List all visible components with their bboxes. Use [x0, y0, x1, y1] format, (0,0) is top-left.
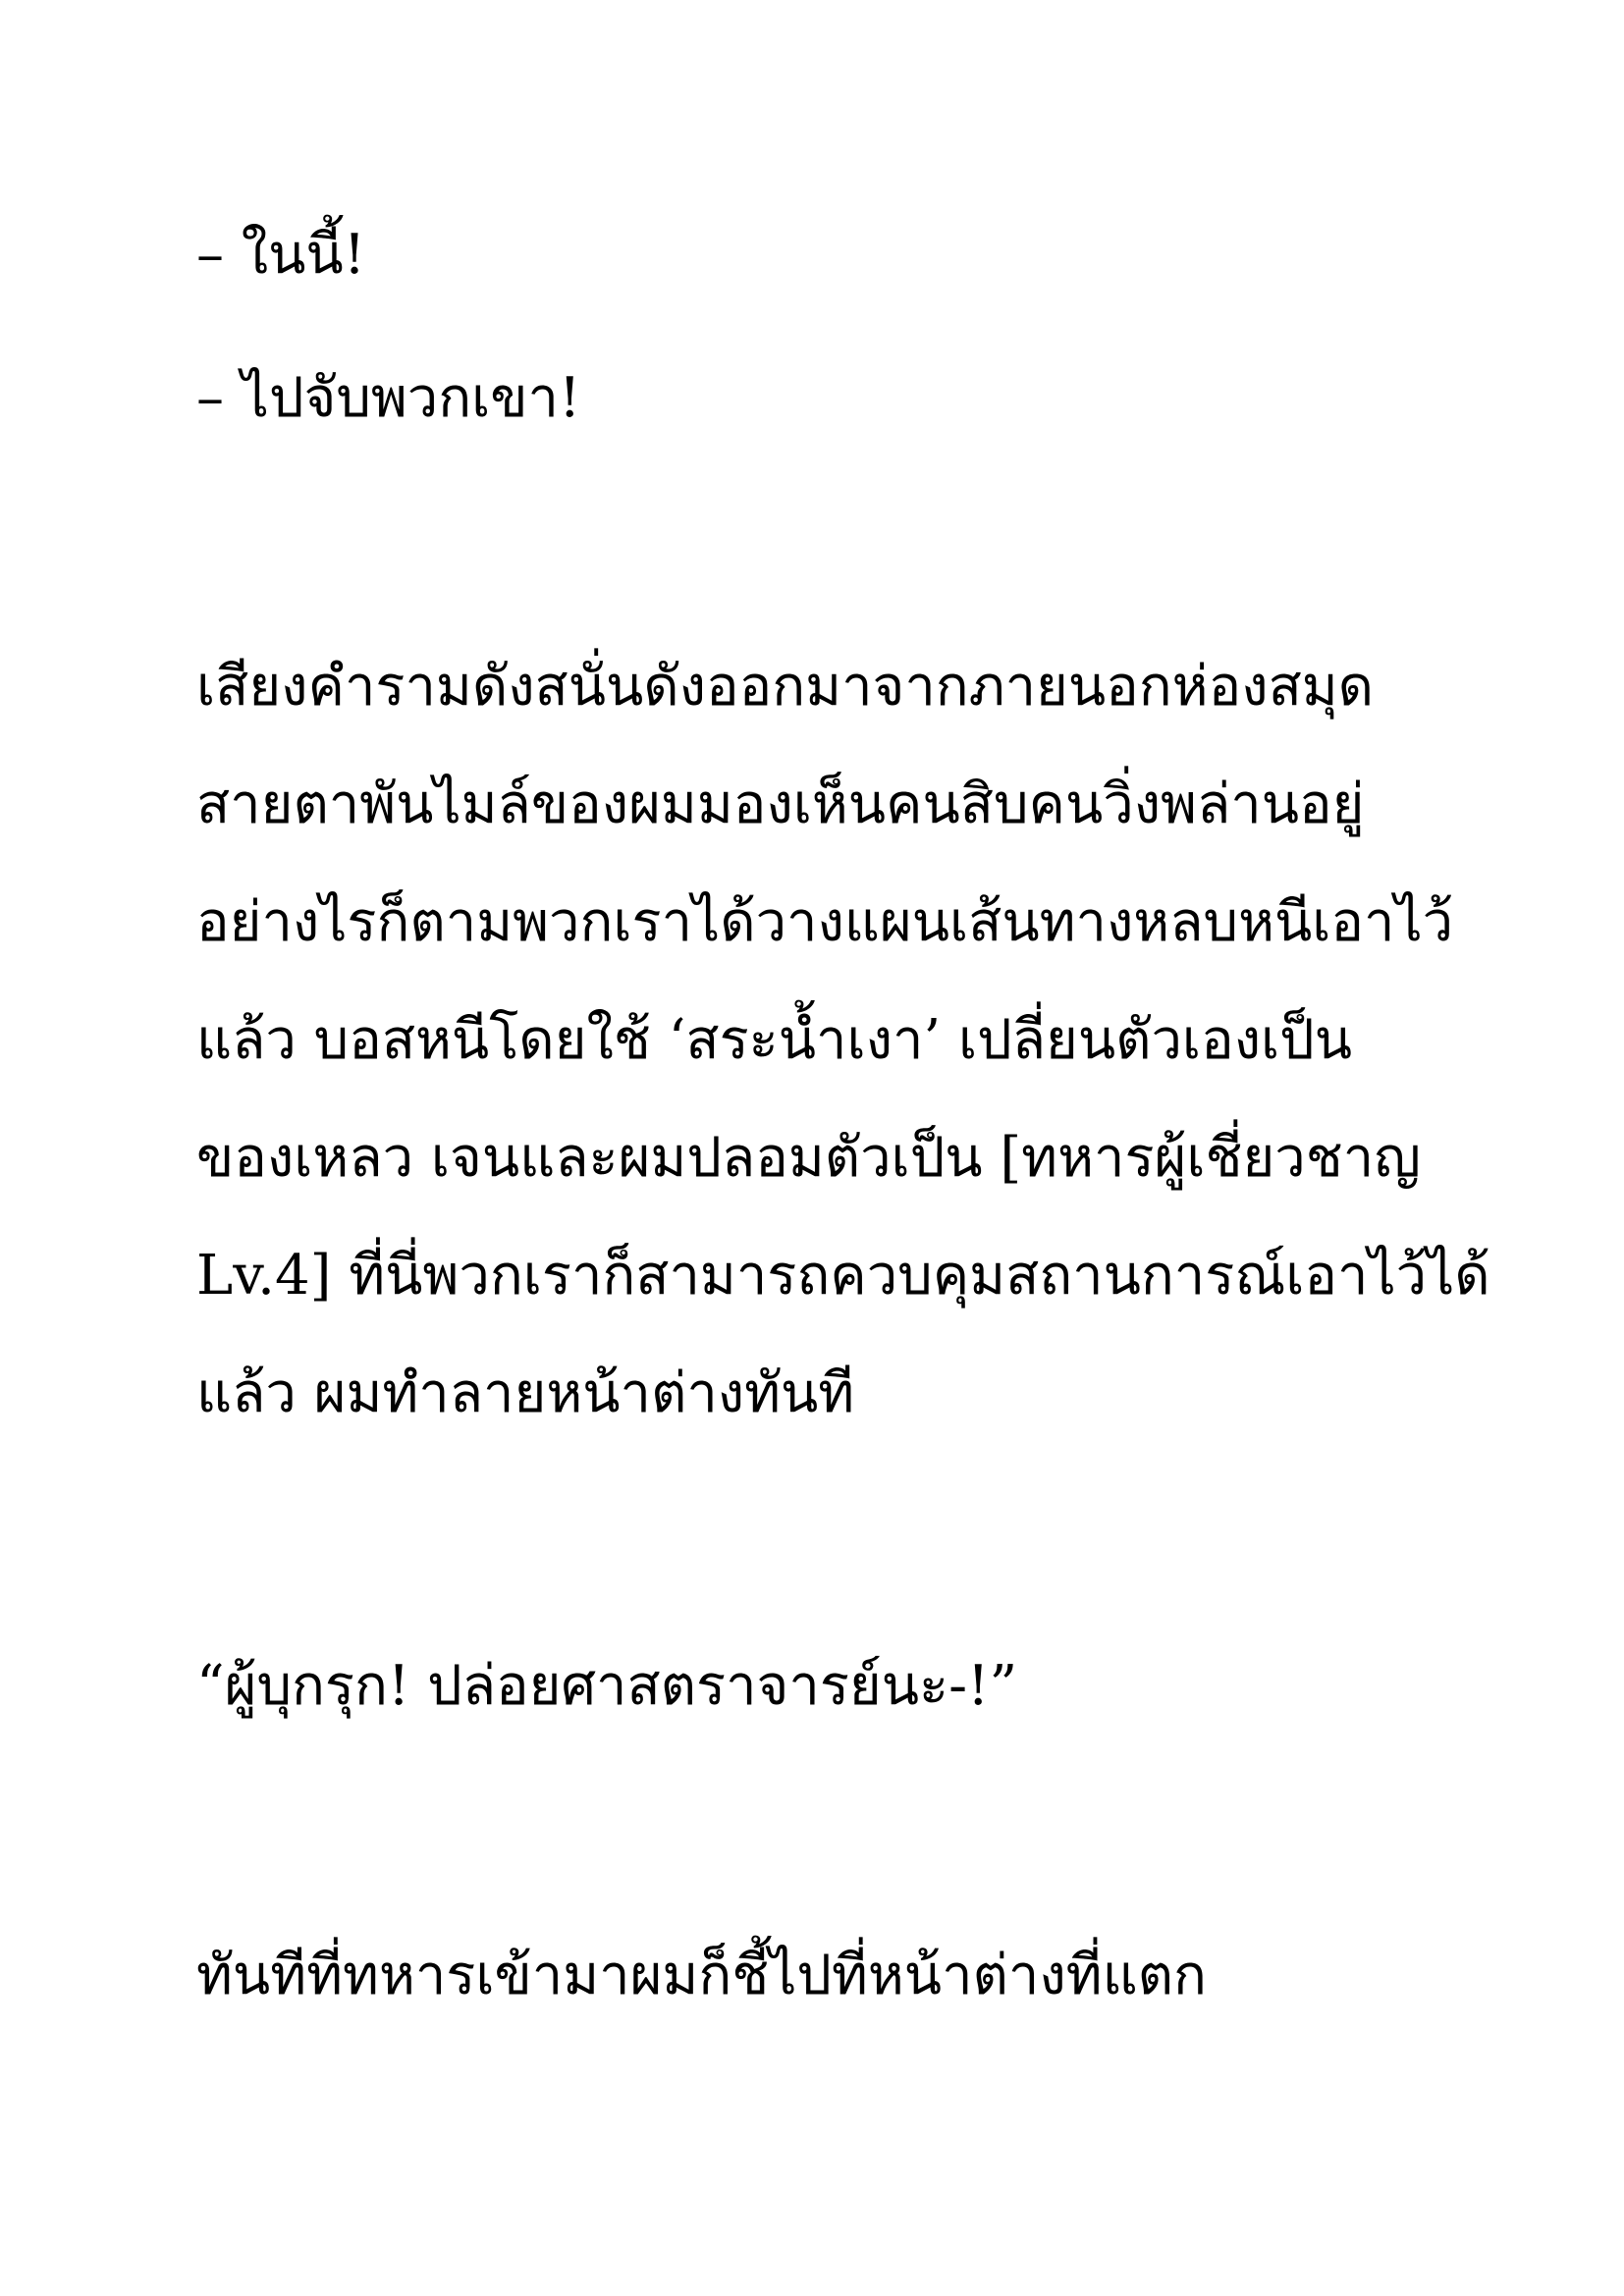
dialogue-line: – ไปจับพวกเขา! [196, 366, 581, 430]
paragraph-line: สายตาพันไมล์ของผมมองเห็นคนสิบคนวิ่งพล่านอยู่ [196, 773, 1365, 836]
paragraph-line: อย่างไรก็ตามพวกเราได้วางแผนเส้นทางหลบหนีเอาไว้ [196, 890, 1454, 954]
paragraph-line: ของเหลว เจนและผมปลอมตัวเป็น [ทหารผู้เชี่ยวชาญ [196, 1126, 1421, 1190]
dialogue-line: – ในนี้! [196, 223, 366, 287]
paragraph-line: เสียงคำรามดังสนั่นดังออกมาจากภายนอกห่องสมุด [196, 655, 1375, 719]
dialogue-line: “ผู้บุกรุก! ปล่อยศาสตราจารย์นะ-!” [196, 1654, 1018, 1718]
paragraph-line: ทันทีที่ทหารเข้ามาผมก็ชี้ไปที่หน้าต่างที่แตก [196, 1944, 1207, 2007]
paragraph-line: แล้ว ผมทำลายหน้าต่างทันที [196, 1362, 855, 1425]
paragraph-line: แล้ว บอสหนีโดยใช้ ‘สระน้ำเงา’ เปลี่ยนตัวเองเป็น [196, 1008, 1353, 1072]
paragraph-line: Lv.4] ที่นี่พวกเราก็สามารถควบคุมสถานการณ์เอาไว้ได้ [196, 1244, 1490, 1308]
